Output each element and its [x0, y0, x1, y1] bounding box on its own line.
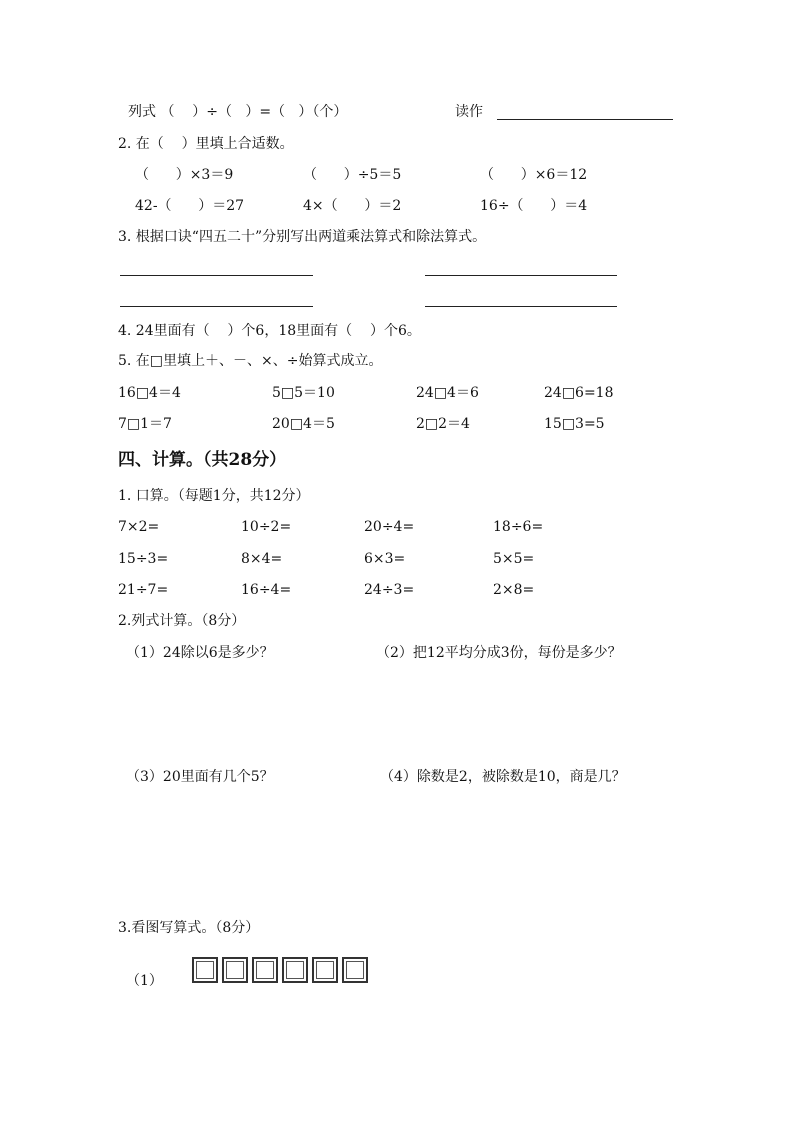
q3-answer-line-4[interactable]: [425, 306, 617, 307]
q2-r1-c1: （ ）×3＝9: [135, 167, 234, 183]
oral-r1-c1: 7×2=: [118, 519, 160, 535]
q5-title: 5. 在□里填上＋、－、×、÷始算式成立。: [118, 353, 383, 369]
oral-r3-c3: 24÷3=: [364, 582, 415, 598]
square-figure: [312, 957, 338, 983]
q5-r1-c4: 24□6=18: [544, 385, 614, 401]
q3-answer-line-1[interactable]: [120, 275, 313, 276]
oral-r2-c3: 6×3=: [364, 551, 406, 567]
q3-title: 3. 根据口诀“四五二十”分别写出两道乘法算式和除法算式。: [118, 229, 487, 245]
q3-answer-line-3[interactable]: [120, 306, 313, 307]
q3-answer-line-2[interactable]: [425, 275, 617, 276]
written-title: 2.列式计算。（8分）: [118, 613, 246, 629]
square-figures: [192, 957, 372, 983]
oral-r3-c2: 16÷4=: [241, 582, 292, 598]
q5-r2-c4: 15□3=5: [544, 416, 605, 432]
q5-r2-c1: 7□1＝7: [118, 416, 172, 432]
q4-text: 4. 24里面有（ ）个6，18里面有（ ）个6。: [118, 323, 421, 339]
oral-title: 1. 口算。（每题1分，共12分）: [118, 488, 310, 504]
q2-r2-c3: 16÷（ ）＝4: [480, 198, 588, 214]
picture-item-1-label: （1）: [126, 973, 163, 989]
oral-r1-c3: 20÷4=: [364, 519, 415, 535]
oral-r1-c2: 10÷2=: [241, 519, 292, 535]
q2-r1-c2: （ ）÷5＝5: [303, 167, 402, 183]
q2-r2-c1: 42-（ ）＝27: [135, 198, 245, 214]
q5-r2-c3: 2□2＝4: [416, 416, 470, 432]
q5-r1-c3: 24□4＝6: [416, 385, 479, 401]
section-heading: 四、计算。（共28分）: [118, 450, 287, 470]
read-answer-line[interactable]: [497, 119, 673, 120]
oral-r3-c4: 2×8=: [493, 582, 535, 598]
q2-r1-c3: （ ）×6＝12: [480, 167, 588, 183]
square-figure: [252, 957, 278, 983]
written-item-3: （3）20里面有几个5？: [126, 769, 274, 785]
formula-line: 列式 （ ）÷（ ）=（ ）（个）: [128, 104, 348, 120]
q5-r1-c2: 5□5＝10: [272, 385, 335, 401]
square-figure: [222, 957, 248, 983]
oral-r1-c4: 18÷6=: [493, 519, 544, 535]
written-item-4: （4）除数是2，被除数是10，商是几？: [380, 769, 626, 785]
q2-r2-c2: 4×（ ）＝2: [303, 198, 402, 214]
square-figure: [192, 957, 218, 983]
oral-r2-c2: 8×4=: [241, 551, 283, 567]
written-item-1: （1）24除以6是多少？: [126, 645, 274, 661]
q2-title: 2. 在（ ）里填上合适数。: [118, 136, 294, 152]
read-label: 读作: [455, 104, 483, 120]
square-figure: [342, 957, 368, 983]
oral-r2-c4: 5×5=: [493, 551, 535, 567]
picture-title: 3.看图写算式。（8分）: [118, 920, 260, 936]
square-figure: [282, 957, 308, 983]
oral-r3-c1: 21÷7=: [118, 582, 169, 598]
oral-r2-c1: 15÷3=: [118, 551, 169, 567]
q5-r2-c2: 20□4＝5: [272, 416, 335, 432]
q5-r1-c1: 16□4＝4: [118, 385, 181, 401]
written-item-2: （2）把12平均分成3份，每份是多少？: [376, 645, 622, 661]
